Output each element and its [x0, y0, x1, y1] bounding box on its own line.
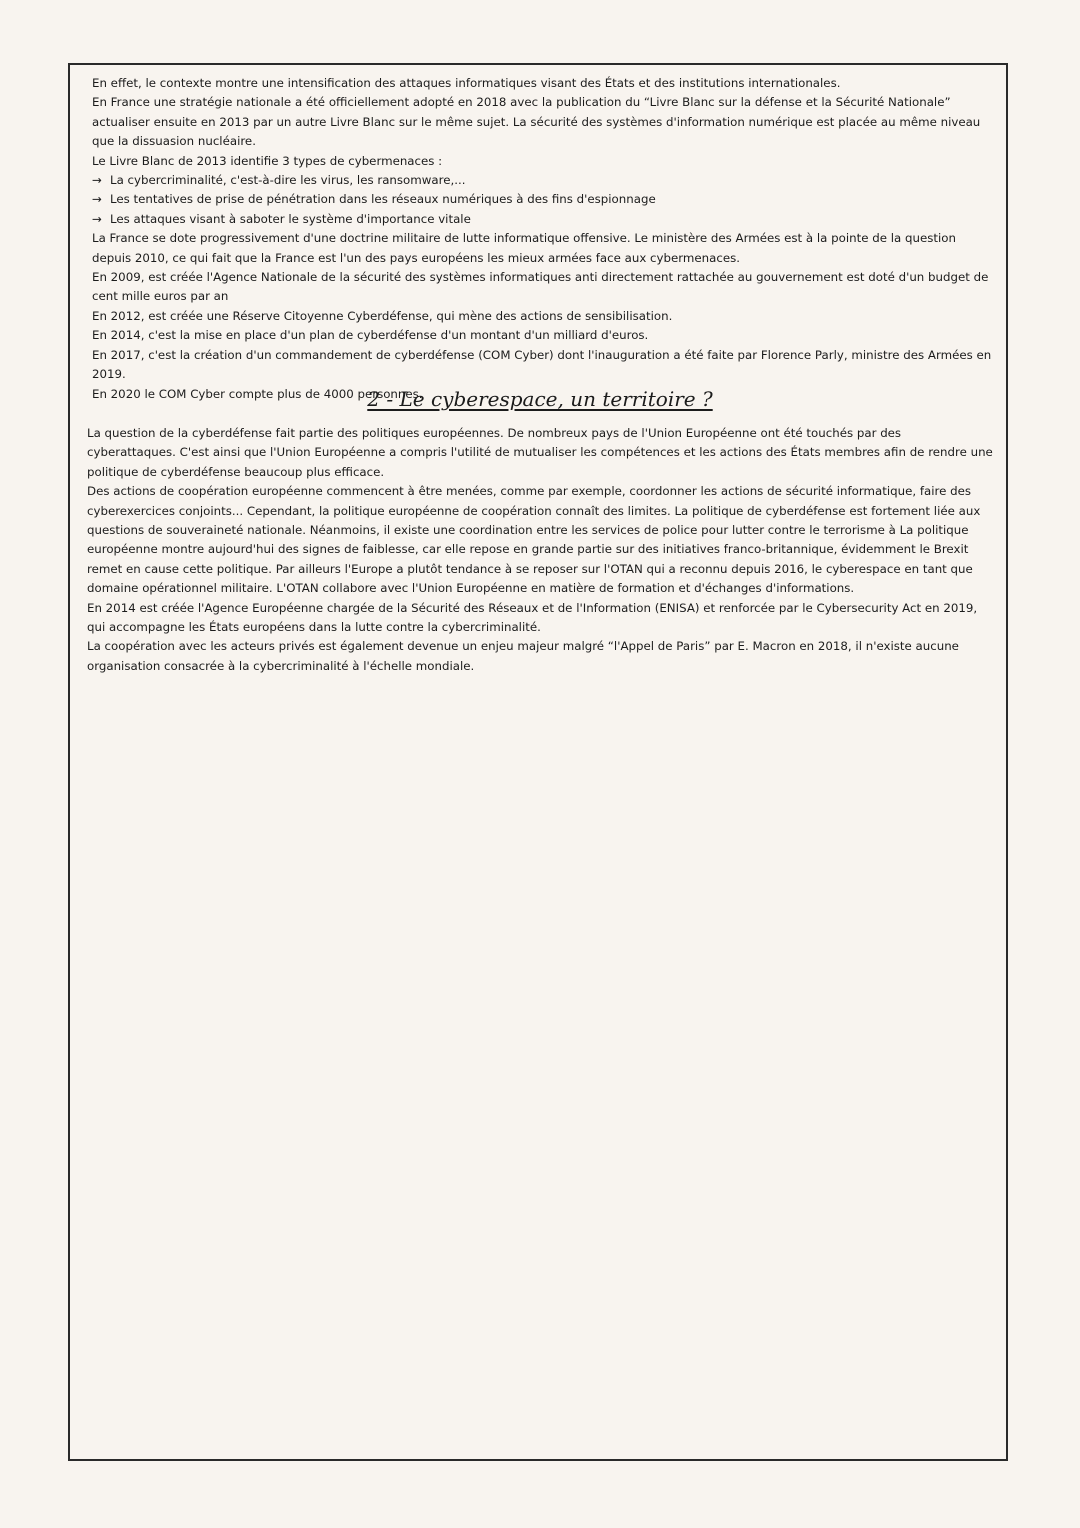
paragraph: En 2014, c'est la mise en place d'un plan de cyberdéfense d'un montant d'un milliard d'euros. [92, 328, 649, 343]
paragraph: En 2020 le COM Cyber compte plus de 4000 personnes. [92, 386, 423, 401]
list-item-text: La cybercriminalité, c'est-à-dire les virus, les ransomware,... [110, 173, 466, 188]
paragraph: En effet, le contexte montre une intensification des attaques informatiques visant des États et des institutions internationales. [92, 76, 841, 90]
list-item [92, 190, 994, 209]
paragraph: Le Livre Blanc de 2013 identifie 3 types de cybermenaces : [92, 153, 443, 168]
paragraph: La France se dote progressivement d'une doctrine militaire de lutte informatique offensive. Le ministère des Armées est à la pointe de la question depuis 2010, ce qui fait que la France est l'un des pays européens les mieux armées face aux cybermenaces. [92, 231, 956, 265]
list-item [92, 210, 994, 229]
paragraph: Des actions de coopération européenne commencent à être menées, comme par exemple, coordonner les actions de sécurité informatique, faire des cyberexercices conjoints... Cependant, la politique européenne de coopération connaît des limites. La politique de cyberdéfense est fortement liée aux questions de souveraineté nationale. Néanmoins, il existe une coordination entre les services de police pour lutter contre le terrorisme à La politique européenne montre aujourd'hui des signes de faiblesse, car elle repose en grande partie sur des initiatives franco-britannique, évidemment le Brexit remet en cause cette politique. Par ailleurs l'Europe a plutôt tendance à se reposer sur l'OTAN qui a reconnu depuis 2016, le cyberespace en tant que domaine opérationnel militaire. L'OTAN collabore avec l'Union Européenne en matière de formation et d'échanges d'informations. [87, 484, 981, 596]
paragraph: En 2014 est créée l'Agence Européenne chargée de la Sécurité des Réseaux et de l'Information (ENISA) et renforcée par le Cybersecurity Act en 2019, qui accompagne les États européens dans la lutte contre la cybercriminalité. [87, 600, 978, 635]
paragraph: La coopération avec les acteurs privés est également devenue un enjeu majeur malgré “l'Appel de Paris” par E. Macron en 2018, il n'existe aucune organisation consacrée à la cybercriminalité à l'échelle mondiale. [87, 639, 959, 673]
paragraph: En 2017, c'est la création d'un commandement de cyberdéfense (COM Cyber) dont l'inauguration a été faite par Florence Parly, ministre des Armées en 2019. [92, 347, 992, 382]
section-2-text [87, 424, 993, 676]
paragraph: En 2012, est créée une Réserve Citoyenne Cyberdéfense, qui mène des actions de sensibilisation. [92, 308, 673, 323]
section-2-title: 2 - Le cyberespace, un territoire ? [367, 387, 713, 411]
arrow-icon: → [92, 173, 102, 188]
paragraph: En France une stratégie nationale a été officiellement adopté en 2018 avec la publication du “Livre Blanc sur la défense et la Sécurité Nationale” actualiser ensuite en 2013 par un autre Livre Blanc sur le même sujet. La sécurité des systèmes d'information numérique est placée au même niveau que la dissuasion nucléaire. [92, 95, 981, 149]
list-item-text: Les attaques visant à saboter le système d'importance vitale [110, 211, 471, 226]
arrow-icon: → [92, 192, 102, 207]
list-item [92, 171, 994, 190]
list-item-text: Les tentatives de prise de pénétration dans les réseaux numériques à des fins d'espionnage [110, 192, 656, 207]
paragraph: En 2009, est créée l'Agence Nationale de la sécurité des systèmes informatiques anti directement rattachée au gouvernement est doté d'un budget de cent mille euros par an [92, 270, 989, 304]
section-1-text [92, 74, 994, 404]
arrow-icon: → [92, 211, 102, 226]
paragraph: La question de la cyberdéfense fait partie des politiques européennes. De nombreux pays de l'Union Européenne ont été touchés par des cyberattaques. C'est ainsi que l'Union Européenne a compris l'utilité de mutualiser les compétences et les actions des États membres afin de rendre une politique de cyberdéfense beaucoup plus efficace. [87, 426, 993, 479]
